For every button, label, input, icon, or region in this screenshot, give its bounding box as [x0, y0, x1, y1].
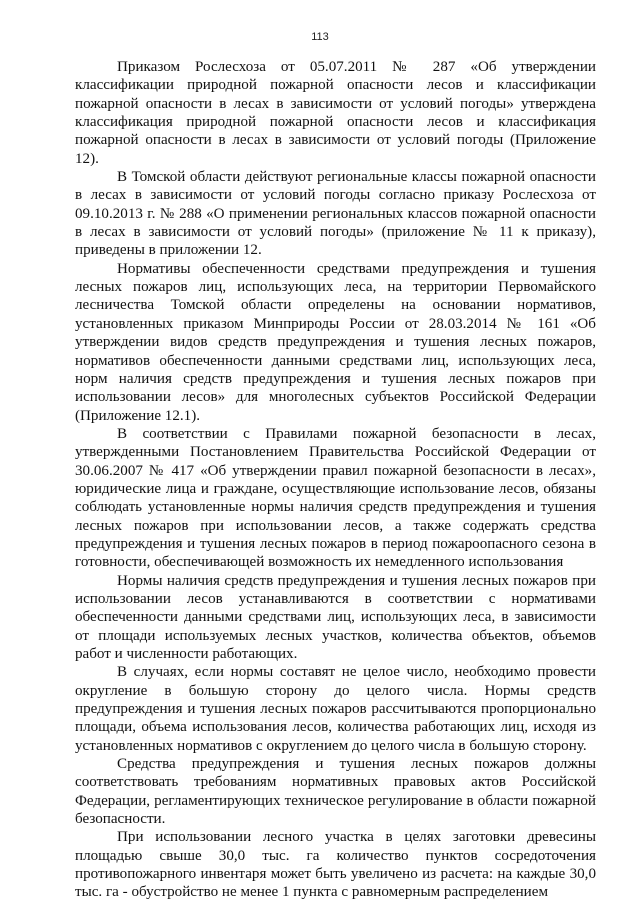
- page-body: [75, 58, 596, 902]
- paragraph-regional-classes: В Томской области действуют региональные классы пожарной опасности в лесах в зависимости от условий погоды согласно приказу Рослесхоза от 09.10.2013 г. № 288 «О применении региональных классов пожарной опасности в лесах в зависимости от условий погоды» (приложение № 11 к приказу), приведены в приложении 12.: [75, 169, 596, 259]
- paragraph-logging-area: При использовании лесного участка в целях заготовки древесины площадью свыше 30,0 тыс. га количество пунктов сосредоточения противопожарного инвентаря может быть увеличено из расчета: на каждые 30,0 тыс. га - обустройство не менее 1 пункта с равномерным распределением: [75, 829, 596, 901]
- paragraph-rounding: В случаях, если нормы составят не целое число, необходимо провести округление в большую сторону до целого числа. Нормы средств предупреждения и тушения лесных пожаров рассчитываются пропорционально площади, объема использования лесов, количества работающих лиц, исходя из установленных нормативов с округлением до целого числа в большую сторону.: [75, 664, 596, 754]
- paragraph-requirements: Средства предупреждения и тушения лесных пожаров должны соответствовать требованиям нормативных правовых актов Российской Федерации, регламентирующих техническое регулирование в области пожарной безопасности.: [75, 756, 596, 828]
- paragraph-classification-order: Приказом Рослесхоза от 05.07.2011 № 287 «Об утверждении классификации природной пожарной опасности лесов и классификации пожарной опасности в лесах в зависимости от условий погоды» утверждена классификация природной пожарной опасности лесов и классификация пожарной опасности в лесах в зависимости от условий погоды (Приложение 12).: [75, 59, 596, 167]
- paragraph-equipment-norms: Нормы наличия средств предупреждения и тушения лесных пожаров при использовании лесов устанавливаются в соответствии с нормативами обеспеченности данными средствами лиц, использующих леса, в зависимости от площади используемых лесных участков, количества объектов, объемов работ и численности работающих.: [75, 572, 596, 662]
- paragraph-provision-norms: Нормативы обеспеченности средствами предупреждения и тушения лесных пожаров лиц, использующих леса, на территории Первомайского лесничества Томской области определены на основании нормативов, установленных приказом Минприроды России от 28.03.2014 № 161 «Об утверждении видов средств предупреждения и тушения лесных пожаров, нормативов обеспеченности данными средствами лиц, использующих леса, норм наличия средств предупреждения и тушения лесных пожаров при использовании лесов» для многолесных субъектов Российской Федерации (Приложение 12.1).: [75, 260, 596, 424]
- page-number: 113: [311, 31, 329, 43]
- paragraph-fire-safety-rules: В соответствии с Правилами пожарной безопасности в лесах, утвержденными Постановлением Правительства Российской Федерации от 30.06.2007 № 417 «Об утверждении правил пожарной безопасности в лесах», юридические лица и граждане, осуществляющие использование лесов, обязаны соблюдать установленные нормы наличия средств предупреждения и тушения лесных пожаров при использовании лесов, а также содержать средства предупреждения и тушения лесных пожаров в период пожароопасного сезона в готовности, обеспечивающей возможность их немедленного использования: [75, 425, 596, 571]
